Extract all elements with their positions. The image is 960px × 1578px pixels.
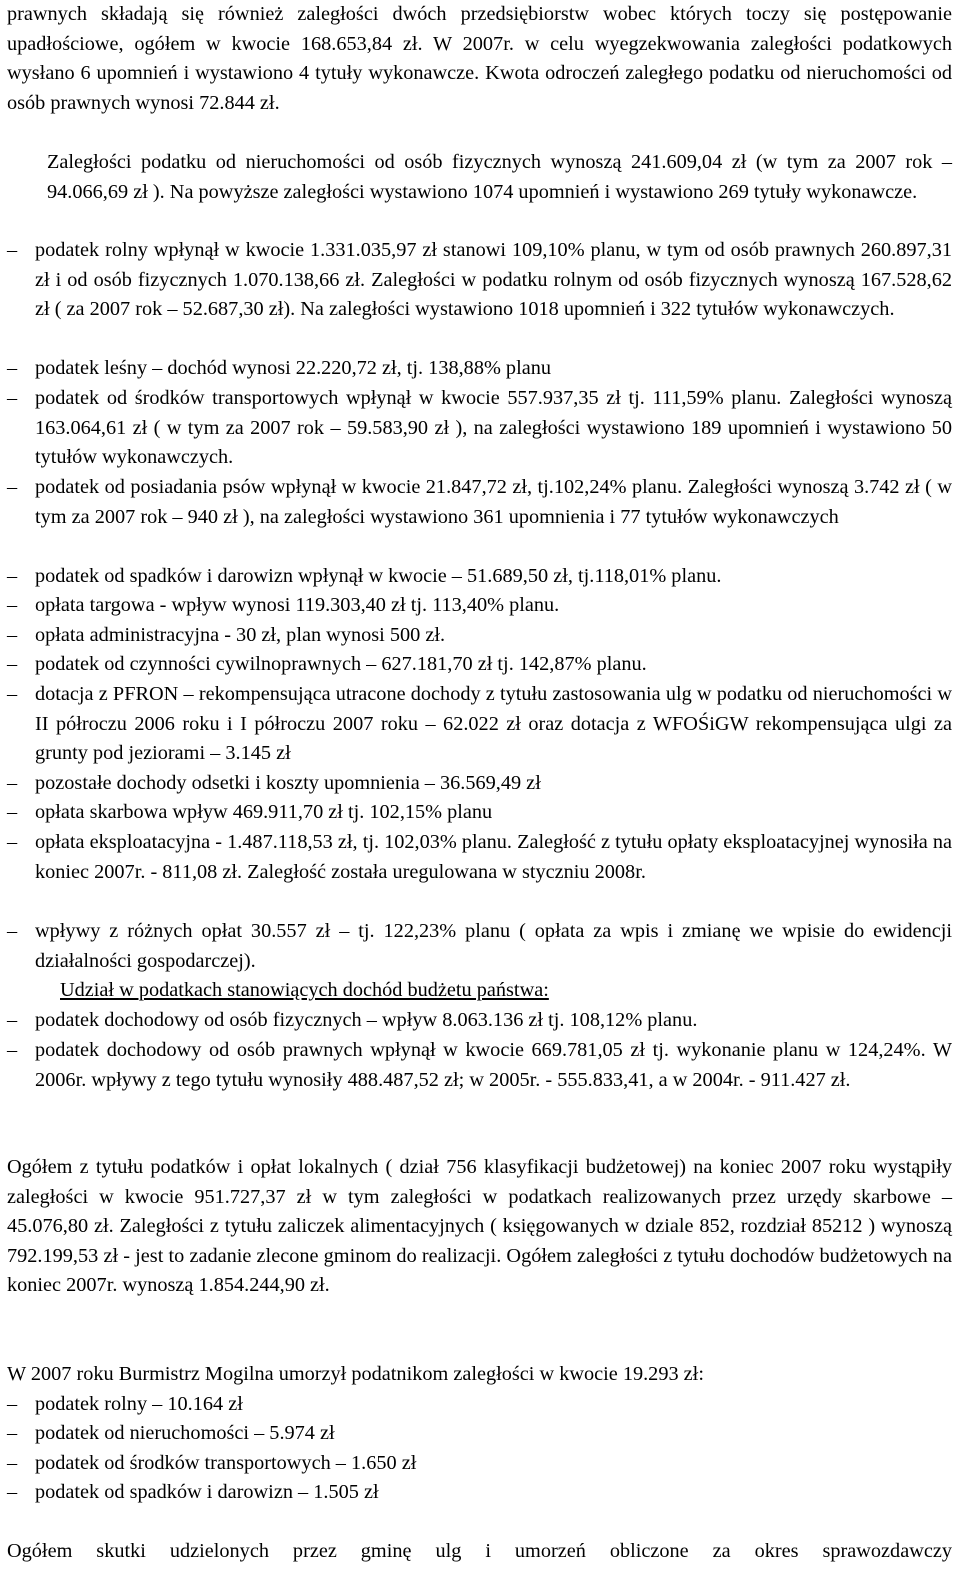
dash-bullet: – — [7, 920, 18, 942]
list-item-text: podatek leśny – dochód wynosi 22.220,72 zł, tj. 138,88% planu — [35, 357, 551, 379]
list-item-text: podatek od nieruchomości – 5.974 zł — [35, 1422, 335, 1444]
list-item-text: podatek od czynności cywilnoprawnych – 627.181,70 zł tj. 142,87% planu. — [35, 653, 647, 675]
list-item-text: podatek od spadków i darowizn wpłynął w kwocie – 51.689,50 zł, tj.118,01% planu. — [35, 565, 722, 587]
paragraph-umorzenia: W 2007 roku Burmistrz Mogilna umorzył podatnikom zaległości w kwocie 19.293 zł: — [7, 1363, 704, 1385]
dash-bullet: – — [7, 565, 18, 587]
dash-bullet: – — [7, 801, 18, 823]
list-item-text: opłata administracyjna - 30 zł, plan wynosi 500 zł. — [35, 624, 446, 646]
list-item-text: podatek od posiadania psów wpłynął w kwocie 21.847,72 zł, tj.102,24% planu. Zaległości wynoszą 3.742 zł ( w tym za 2007 rok – 940 zł ), na zaległości wystawiono 361 upomnienia i 77 tytułów wykonawczych — [35, 476, 952, 528]
list-item-text: podatek od spadków i darowizn – 1.505 zł — [35, 1481, 379, 1503]
list-item-text: podatek dochodowy od osób fizycznych – wpływ 8.063.136 zł tj. 108,12% planu. — [35, 1009, 698, 1031]
dash-bullet: – — [7, 624, 18, 646]
dash-bullet: – — [7, 1393, 18, 1415]
dash-bullet: – — [7, 772, 18, 794]
paragraph-skutki: Ogółem skutki udzielonych przez gminę ulg i umorzeń obliczone za okres sprawozdawczy — [7, 1540, 952, 1562]
list-item-text: opłata targowa - wpływ wynosi 119.303,40 zł tj. 113,40% planu. — [35, 594, 560, 616]
dash-bullet: – — [7, 683, 18, 705]
dash-bullet: – — [7, 1039, 18, 1061]
dash-bullet: – — [7, 1452, 18, 1474]
dash-bullet: – — [7, 1481, 18, 1503]
list-item-text: podatek dochodowy od osób prawnych wpłynął w kwocie 669.781,05 zł tj. wykonanie planu w 124,24%. W 2006r. wpływy z tego tytułu wynosiły 488.487,52 zł; w 2005r. - 555.833,41, a w 2004r. - 911.427 zł. — [35, 1039, 952, 1091]
dash-bullet: – — [7, 594, 18, 616]
list-item-text: podatek rolny wpłynął w kwocie 1.331.035,97 zł stanowi 109,10% planu, w tym od osób prawnych 260.897,31 zł i od osób fizycznych 1.070.138,66 zł. Zaległości w podatku rolnym od osób fizycznych wynoszą 167.528,62 zł ( za 2007 rok – 52.687,30 zł). Na zaległości wystawiono 1018 upomnień i 322 tytułów wykonawczych. — [35, 239, 952, 321]
dash-bullet: – — [7, 653, 18, 675]
list-item-text: pozostałe dochody odsetki i koszty upomnienia – 36.569,49 zł — [35, 772, 541, 794]
dash-bullet: – — [7, 387, 18, 409]
paragraph-intro: prawnych składają się również zaległości dwóch przedsiębiorstw wobec których toczy się postępowanie upadłościowe, ogółem w kwocie 168.653,84 zł. W 2007r. w celu wyegzekwowania zaległości podatkowych wysłano 6 upomnień i wystawiono 4 tytuły wykonawcze. Kwota odroczeń zaległego podatku od nieruchomości od osób prawnych wynosi 72.844 zł. — [7, 3, 952, 114]
section-heading: Udział w podatkach stanowiących dochód budżetu państwa: — [60, 979, 549, 1001]
dash-bullet: – — [7, 1422, 18, 1444]
list-item-text: opłata skarbowa wpływ 469.911,70 zł tj. 102,15% planu — [35, 801, 493, 823]
paragraph-fizyczne-text: Zaległości podatku od nieruchomości od osób fizycznych wynoszą 241.609,04 zł (w tym za 2007 rok – 94.066,69 zł ). Na powyższe zaległości wystawiono 1074 upomnień i wystawiono 269 tytuły wykonawcze. — [47, 151, 952, 203]
dash-bullet: – — [7, 357, 18, 379]
paragraph-fizyczne — [47, 148, 952, 207]
list-item-text: dotacja z PFRON – rekompensująca utracone dochody z tytułu zastosowania ulg w podatku od nieruchomości w II półroczu 2006 roku i I półroczu 2007 roku – 62.022 zł oraz dotacja z WFOŚiGW rekompensująca ulgi za grunty pod jeziorami – 3.145 zł — [35, 683, 952, 765]
dash-bullet: – — [7, 476, 18, 498]
dash-bullet: – — [7, 239, 18, 261]
list-item-text: podatek rolny – 10.164 zł — [35, 1393, 243, 1415]
list-item-text: podatek od środków transportowych wpłynął w kwocie 557.937,35 zł tj. 111,59% planu. Zaległości wynoszą 163.064,61 zł ( w tym za 2007 rok – 59.583,90 zł ), na zaległości wystawiono 189 upomnień i wystawiono 50 tytułów wykonawczych. — [35, 387, 952, 469]
list-item-text: podatek od środków transportowych – 1.650 zł — [35, 1452, 417, 1474]
dash-bullet: – — [7, 831, 18, 853]
list-item-text: wpływy z różnych opłat 30.557 zł – tj. 122,23% planu ( opłata za wpis i zmianę we wpisie do ewidencji działalności gospodarczej). — [35, 920, 952, 972]
dash-bullet: – — [7, 1009, 18, 1031]
list-item-text: opłata eksploatacyjna - 1.487.118,53 zł, tj. 102,03% planu. Zaległość z tytułu opłaty eksploatacyjnej wynosiła na koniec 2007r. - 811,08 zł. Zaległość została uregulowana w styczniu 2008r. — [35, 831, 952, 883]
paragraph-ogolem: Ogółem z tytułu podatków i opłat lokalnych ( dział 756 klasyfikacji budżetowej) na koniec 2007 roku wystąpiły zaległości w kwocie 951.727,37 zł w tym zaległości w podatkach realizowanych przez urzędy skarbowe – 45.076,80 zł. Zaległości z tytułu zaliczek alimentacyjnych ( księgowanych w dziale 852, rozdział 85212 ) wynoszą 792.199,53 zł - jest to zadanie zlecone gminom do realizacji. Ogółem zaległości z tytułu dochodów budżetowych na koniec 2007r. wynoszą 1.854.244,90 zł. — [7, 1156, 952, 1297]
